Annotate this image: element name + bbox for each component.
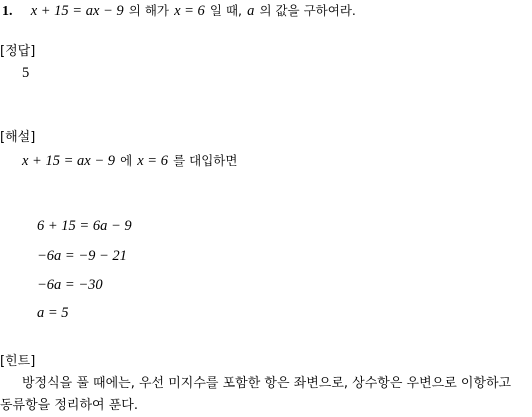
hint-text: 방정식을 풀 때에는, 우선 미지수를 포함한 항은 좌변으로, 상수항은 우변으로 이항하고 동류항을 정리하여 푼다. xyxy=(0,376,512,413)
problem-number: 1. xyxy=(2,4,13,19)
hint-label: [힌트] xyxy=(0,354,36,369)
problem-text-3: 의 값을 구하여라. xyxy=(259,3,356,18)
problem-equation: x + 15 = ax − 9 xyxy=(30,3,124,19)
solution-step: 6 + 15 = 6a − 9 xyxy=(37,218,132,234)
solution-intro xyxy=(22,150,237,171)
solution-step: −6a = −9 − 21 xyxy=(37,248,127,264)
problem-variable: a xyxy=(247,3,255,19)
problem-text-2: 일 때, xyxy=(209,3,242,18)
solution-label: [해설] xyxy=(0,130,36,145)
problem-condition: x = 6 xyxy=(174,3,205,19)
answer-label: [정답] xyxy=(0,44,36,59)
solution-equation: x + 15 = ax − 9 xyxy=(22,153,115,169)
problem-text-1: 의 해가 xyxy=(128,3,169,18)
solution-text-1: 에 xyxy=(120,153,133,168)
solution-condition: x = 6 xyxy=(137,153,168,169)
solution-text-2: 를 대입하면 xyxy=(173,153,238,168)
solution-step: a = 5 xyxy=(37,305,69,321)
solution-step: −6a = −30 xyxy=(37,277,103,293)
answer-value: 5 xyxy=(22,65,30,81)
problem-line xyxy=(2,0,356,20)
